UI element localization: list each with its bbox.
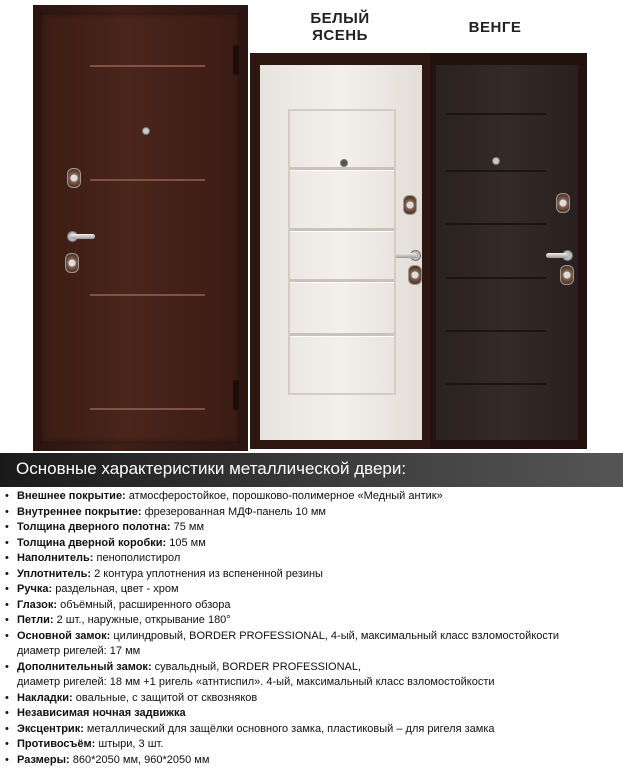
spec-key: Толщина дверной коробки:: [17, 536, 167, 549]
bullet-icon: •: [5, 738, 9, 750]
bullet-icon: •: [5, 505, 9, 518]
spec-value: 2 контура уплотнения из вспененной резины: [91, 567, 323, 580]
spec-value: цилиндровый, BORDER PROFESSIONAL, 4-ый, максимальный класс взломостойкости: [110, 629, 560, 642]
spec-item: [0, 722, 623, 738]
spec-value: сувальдный, BORDER PROFESSIONAL,: [151, 660, 362, 673]
spec-value: атмосферостойкое, порошково-полимерное «Медный антик»: [125, 490, 443, 502]
lock-cylinder-icon: [560, 265, 574, 285]
spec-item: [0, 675, 623, 691]
bullet-icon: •: [5, 614, 9, 626]
peephole-icon: [492, 157, 500, 165]
spec-key: Ручка:: [17, 583, 53, 595]
peephole-icon: [142, 127, 150, 135]
spec-key: Противосъём:: [17, 738, 96, 750]
spec-item: [0, 505, 623, 521]
spec-item: [0, 644, 623, 660]
bullet-icon: •: [5, 691, 9, 704]
bullet-icon: •: [5, 722, 9, 735]
spec-key: Основной замок:: [17, 629, 111, 642]
bullet-icon: •: [5, 660, 9, 673]
bullet-icon: •: [5, 490, 9, 502]
lock-cylinder-icon: [556, 193, 570, 213]
spec-item: [0, 691, 623, 707]
spec-item: [0, 489, 623, 505]
spec-value: раздельная, цвет - хром: [52, 583, 179, 595]
bullet-icon: •: [5, 707, 9, 719]
spec-value: пенополистирол: [93, 552, 181, 564]
bullet-icon: •: [5, 521, 9, 533]
spec-value: 105 мм: [166, 536, 206, 549]
spec-key: Дополнительный замок:: [17, 660, 152, 673]
spec-value: штыри, 3 шт.: [95, 738, 164, 750]
spec-item: [0, 536, 623, 552]
spec-value: 2 шт., наружные, открывание 180°: [53, 614, 231, 626]
door-handle-icon: [395, 253, 417, 258]
spec-item: [0, 582, 623, 598]
spec-item: [0, 706, 623, 722]
spec-value: фрезерованная МДФ-панель 10 мм: [141, 505, 326, 518]
spec-continuation: диаметр ригелей: 17 мм: [17, 645, 141, 657]
spec-value: 75 мм: [170, 521, 205, 533]
bullet-icon: •: [5, 753, 9, 766]
spec-item: [0, 567, 623, 583]
door-handle-icon: [546, 253, 568, 258]
specs-title: Основные характеристики металлической двери:: [16, 459, 407, 478]
spec-value: объёмный, расширенного обзора: [57, 598, 231, 611]
lock-cylinder-icon: [65, 253, 79, 273]
spec-item: [0, 613, 623, 629]
specs-banner: [0, 453, 623, 487]
spec-item: [0, 753, 623, 768]
bullet-icon: •: [5, 583, 9, 595]
spec-key: Наполнитель:: [17, 552, 94, 564]
spec-continuation: диаметр ригелей: 18 мм +1 ригель «атнтиспил». 4-ый, максимальный класс взломостойкости: [17, 676, 495, 688]
lock-cylinder-icon: [403, 195, 417, 215]
bullet-icon: •: [5, 552, 9, 564]
bullet-icon: •: [5, 629, 9, 642]
bullet-icon: •: [5, 567, 9, 580]
spec-key: Глазок:: [17, 598, 58, 611]
white-ash-door-image: [260, 65, 422, 440]
spec-key: Эксцентрик:: [17, 722, 84, 735]
lock-cylinder-icon: [408, 265, 422, 285]
spec-key: Внутреннее покрытие:: [17, 505, 142, 518]
spec-value: 860*2050 мм, 960*2050 мм: [69, 753, 210, 766]
bullet-icon: •: [5, 536, 9, 549]
spec-key: Накладки:: [17, 691, 73, 704]
spec-item: [0, 660, 623, 676]
spec-item: [0, 520, 623, 536]
specs-list: [0, 489, 623, 768]
spec-value: овальные, с защитой от сквозняков: [72, 691, 258, 704]
spec-value: металлический для защёлки основного замка, пластиковый – для ригеля замка: [83, 722, 495, 735]
spec-key: Уплотнитель:: [17, 567, 92, 580]
spec-key: Петли:: [17, 614, 54, 626]
spec-key: Независимая ночная задвижка: [17, 707, 186, 719]
peephole-icon: [340, 159, 348, 167]
spec-item: [0, 629, 623, 645]
outer-door-image: [40, 13, 240, 443]
lock-cylinder-icon: [67, 168, 81, 188]
bullet-icon: •: [5, 598, 9, 611]
spec-key: Внешнее покрытие:: [17, 490, 126, 502]
door-handle-icon: [70, 234, 95, 239]
spec-key: Размеры:: [17, 753, 70, 766]
spec-item: [0, 551, 623, 567]
spec-key: Толщина дверного полотна:: [17, 521, 171, 533]
spec-item: [0, 737, 623, 753]
spec-item: [0, 598, 623, 614]
wenge-door-image: [436, 65, 578, 440]
wenge-label: ВЕНГЕ: [468, 19, 522, 36]
white-ash-label: БЕЛЫЙ ЯСЕНЬ: [310, 10, 370, 44]
